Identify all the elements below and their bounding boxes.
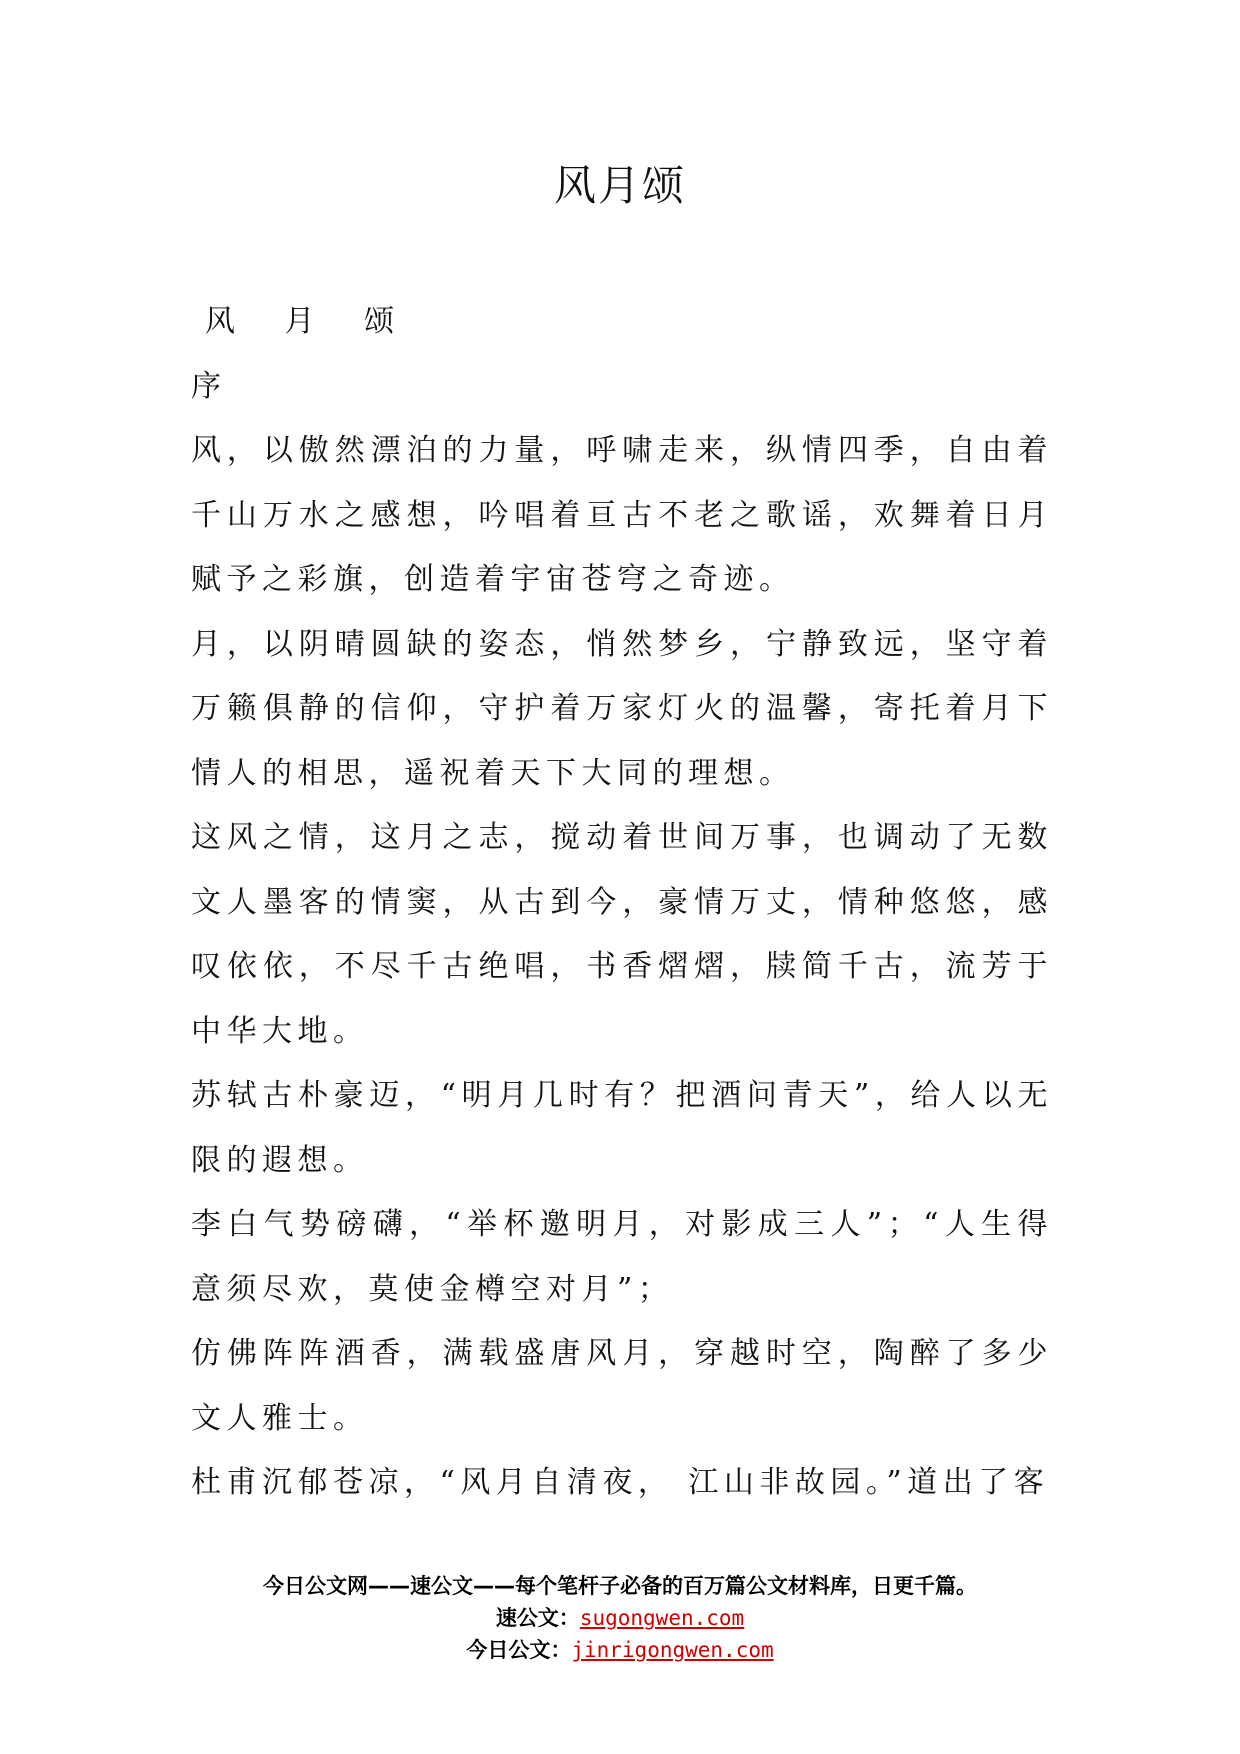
footer-slogan: 今日公文网——速公文——每个笔杆子必备的百万篇公文材料库，日更千篇。 <box>263 1574 977 1598</box>
preface-heading: 序 <box>191 368 227 404</box>
footer-jinrigongwen <box>0 1634 1240 1666</box>
poem-subtitle: 风 月 颂 <box>205 304 415 339</box>
paragraph-su-shi: 苏轼古朴豪迈，“明月几时有？把酒问青天”，给人以无限的遐想。 <box>191 1078 1053 1178</box>
paragraph-tang-wine: 仿佛阵阵酒香，满载盛唐风月，穿越时空，陶醉了多少文人雅士。 <box>191 1336 1053 1436</box>
document-body <box>191 290 1053 1516</box>
sugongwen-link[interactable]: sugongwen.com <box>579 1606 745 1630</box>
paragraph-du-fu: 杜甫沉郁苍凉，“风月自清夜， 江山非故园。”道出了客 <box>191 1465 1050 1500</box>
paragraph-wind-moon: 这风之情，这月之志，搅动着世间万事，也调动了无数文人墨客的情窦，从古到今，豪情万丈，情种悠悠，感叹依依，不尽千古绝唱，书香熠熠，牍简千古，流芳于中华大地。 <box>191 820 1053 1049</box>
jinrigongwen-label: 今日公文： <box>466 1638 572 1662</box>
jinrigongwen-link[interactable]: jinrigongwen.com <box>571 1638 774 1662</box>
page-footer <box>0 1570 1240 1666</box>
paragraph-wind: 风，以傲然漂泊的力量，呼啸走来，纵情四季，自由着千山万水之感想，吟唱着亘古不老之歌谣，欢舞着日月赋予之彩旗，创造着宇宙苍穹之奇迹。 <box>191 433 1053 597</box>
paragraph-moon: 月，以阴晴圆缺的姿态，悄然梦乡，宁静致远，坚守着万籁俱静的信仰，守护着万家灯火的温馨，寄托着月下情人的相思，遥祝着天下大同的理想。 <box>191 626 1053 791</box>
paragraph-li-bai: 李白气势磅礴，“举杯邀明月，对影成三人”；“人生得意须尽欢，莫使金樽空对月”； <box>191 1207 1053 1307</box>
footer-sugongwen <box>0 1602 1240 1634</box>
document-title: 风月颂 <box>553 161 686 210</box>
sugongwen-label: 速公文： <box>495 1606 580 1630</box>
